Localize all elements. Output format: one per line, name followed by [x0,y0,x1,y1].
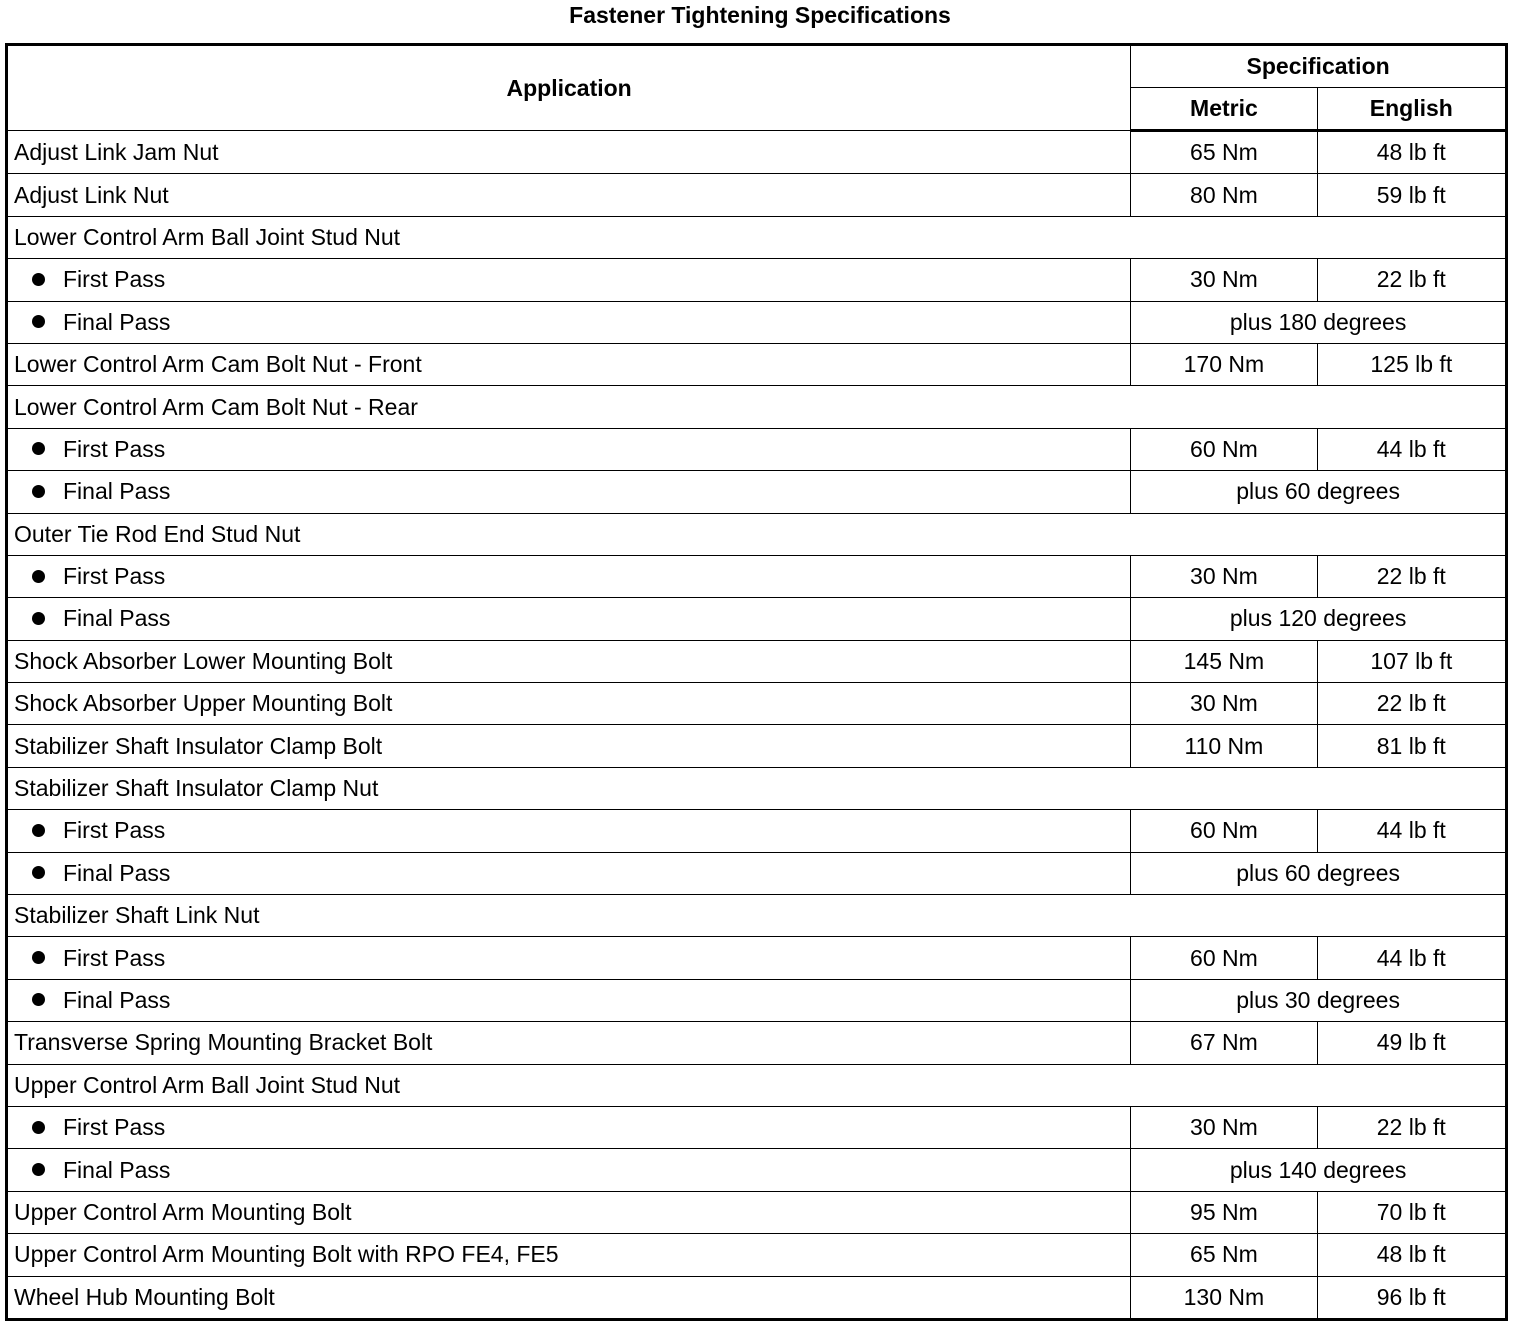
sub-step-label: First Pass [63,1114,166,1141]
bullet-icon [32,612,45,625]
sub-step [14,817,165,844]
application-cell [7,1191,1131,1233]
table-row [7,343,1507,385]
sub-step [14,945,165,972]
application-cell [7,216,1507,258]
application-cell [7,640,1131,682]
english-cell: 22 lb ft [1317,683,1506,725]
sub-step [14,309,170,336]
application-cell [7,852,1131,894]
sub-step [14,1157,170,1184]
bullet-icon [32,824,45,837]
bullet-icon [32,315,45,328]
table-row [7,810,1507,852]
sub-step-label: Final Pass [63,478,171,505]
column-header-english: English [1317,88,1506,131]
english-cell: 107 lb ft [1317,640,1506,682]
bullet-icon [32,273,45,286]
spec-angle-cell: plus 60 degrees [1131,471,1507,513]
application-label: Upper Control Arm Mounting Bolt with RPO FE4, FE5 [14,1241,559,1268]
table-row [7,259,1507,301]
sub-step-label: Final Pass [63,987,171,1013]
spec-angle-cell: plus 30 degrees [1131,979,1507,1021]
bullet-icon [32,570,45,583]
sub-step [14,563,165,590]
application-cell [7,174,1131,216]
table-row [7,852,1507,894]
table-row [7,895,1507,937]
sub-step [14,987,170,1014]
application-cell [7,131,1131,174]
table-row [7,1276,1507,1319]
application-cell [7,301,1131,343]
table-row [7,1106,1507,1148]
sub-step-label: Final Pass [63,1156,171,1183]
page-title: Fastener Tightening Specifications [569,2,951,28]
application-cell [7,513,1507,555]
application-cell [7,810,1131,852]
application-cell [7,767,1507,809]
metric-cell: 67 Nm [1131,1022,1317,1064]
metric-cell: 60 Nm [1131,810,1317,852]
table-row [7,555,1507,597]
group-label: Lower Control Arm Cam Bolt Nut - Rear [14,393,418,420]
sub-step [14,1114,165,1141]
english-cell: 125 lb ft [1317,343,1506,385]
application-cell [7,1022,1131,1064]
table-row [7,1064,1507,1106]
metric-cell: 130 Nm [1131,1276,1317,1319]
english-cell: 48 lb ft [1317,1234,1506,1276]
group-label: Outer Tie Rod End Stud Nut [14,520,301,547]
bullet-icon [32,1163,45,1176]
table-row [7,216,1507,258]
table-row [7,386,1507,428]
metric-cell: 170 Nm [1131,343,1317,385]
english-cell: 81 lb ft [1317,725,1506,767]
english-cell: 44 lb ft [1317,428,1506,470]
english-cell: 22 lb ft [1317,259,1506,301]
table-row [7,174,1507,216]
table-row [7,937,1507,979]
application-cell [7,1234,1131,1276]
table-row [7,301,1507,343]
application-label: Adjust Link Jam Nut [14,138,219,165]
column-header-application: Application [7,45,1131,131]
table-row [7,725,1507,767]
english-cell: 96 lb ft [1317,1276,1506,1319]
english-cell: 22 lb ft [1317,555,1506,597]
application-label: Adjust Link Nut [14,181,169,208]
bullet-icon [32,951,45,964]
column-header-specification: Specification [1131,45,1507,88]
metric-cell: 60 Nm [1131,428,1317,470]
application-cell [7,979,1131,1021]
metric-cell: 65 Nm [1131,131,1317,174]
group-label: Lower Control Arm Ball Joint Stud Nut [14,223,401,250]
english-cell: 44 lb ft [1317,937,1506,979]
sub-step-label: Final Pass [63,605,171,632]
column-header-metric: Metric [1131,88,1317,131]
sub-step-label: Final Pass [63,859,171,886]
table-row [7,428,1507,470]
table-row [7,979,1507,1021]
table-row [7,1022,1507,1064]
group-label: Stabilizer Shaft Insulator Clamp Nut [14,775,379,802]
spec-angle-cell: plus 140 degrees [1131,1149,1507,1191]
english-cell: 59 lb ft [1317,174,1506,216]
sub-step [14,478,170,505]
sub-step-label: Final Pass [63,308,171,335]
metric-cell: 30 Nm [1131,683,1317,725]
group-label: Stabilizer Shaft Link Nut [14,902,260,929]
application-label: Lower Control Arm Cam Bolt Nut - Front [14,351,422,378]
metric-cell: 80 Nm [1131,174,1317,216]
spec-angle-cell: plus 60 degrees [1131,852,1507,894]
application-cell [7,555,1131,597]
application-label: Wheel Hub Mounting Bolt [14,1283,275,1310]
metric-cell: 110 Nm [1131,725,1317,767]
application-cell [7,428,1131,470]
bullet-icon [32,485,45,498]
metric-cell: 30 Nm [1131,555,1317,597]
application-cell [7,725,1131,767]
application-cell [7,937,1131,979]
bullet-icon [32,866,45,879]
application-cell [7,895,1507,937]
english-cell: 70 lb ft [1317,1191,1506,1233]
table-row [7,683,1507,725]
application-cell [7,683,1131,725]
metric-cell: 95 Nm [1131,1191,1317,1233]
english-cell: 22 lb ft [1317,1106,1506,1148]
table-row [7,1234,1507,1276]
metric-cell: 30 Nm [1131,259,1317,301]
table-row [7,767,1507,809]
sub-step-label: First Pass [63,944,166,971]
application-cell [7,386,1507,428]
metric-cell: 60 Nm [1131,937,1317,979]
metric-cell: 30 Nm [1131,1106,1317,1148]
application-label: Shock Absorber Upper Mounting Bolt [14,690,393,717]
fastener-spec-table [5,43,1508,1321]
sub-step-label: First Pass [63,435,166,462]
spec-angle-cell: plus 180 degrees [1131,301,1507,343]
metric-cell: 145 Nm [1131,640,1317,682]
application-cell [7,259,1131,301]
table-row [7,1149,1507,1191]
table-row [7,640,1507,682]
english-cell: 48 lb ft [1317,131,1506,174]
sub-step-label: First Pass [63,817,166,844]
sub-step [14,266,165,293]
table-row [7,598,1507,640]
application-cell [7,1276,1131,1319]
table-body [7,131,1507,1320]
application-label: Shock Absorber Lower Mounting Bolt [14,647,393,674]
group-label: Upper Control Arm Ball Joint Stud Nut [14,1071,401,1098]
bullet-icon [32,1121,45,1134]
application-cell [7,1064,1507,1106]
english-cell: 44 lb ft [1317,810,1506,852]
table-row [7,513,1507,555]
bullet-icon [32,442,45,455]
table-row [7,1191,1507,1233]
metric-cell: 65 Nm [1131,1234,1317,1276]
application-cell [7,1106,1131,1148]
sub-step-label: First Pass [63,266,166,293]
application-label: Stabilizer Shaft Insulator Clamp Bolt [14,732,383,759]
bullet-icon [32,993,45,1006]
table-row [7,131,1507,174]
sub-step [14,605,170,632]
application-cell [7,471,1131,513]
spec-angle-cell: plus 120 degrees [1131,598,1507,640]
application-label: Upper Control Arm Mounting Bolt [14,1198,352,1225]
application-label: Transverse Spring Mounting Bracket Bolt [14,1029,433,1056]
sub-step-label: First Pass [63,563,166,590]
sub-step [14,436,165,463]
table-row [7,471,1507,513]
application-cell [7,598,1131,640]
english-cell: 49 lb ft [1317,1022,1506,1064]
sub-step [14,860,170,887]
application-cell [7,343,1131,385]
application-cell [7,1149,1131,1191]
